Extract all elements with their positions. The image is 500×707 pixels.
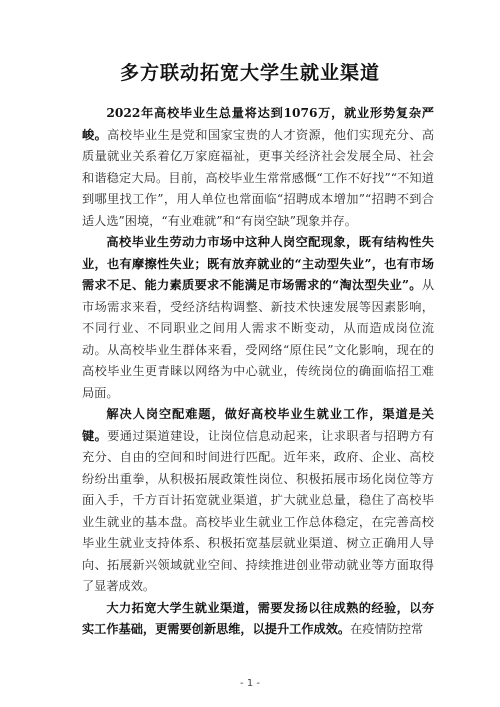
paragraph-1 [82,103,434,232]
paragraph-2 [82,232,434,404]
paragraph-3 [82,404,434,598]
paragraph-1-text: 高校毕业生是党和国家宝贵的人才资源，他们实现充分、高质量就业关系着亿万家庭福祉，更事关经济社会发展全局、社会和谐稳定大局。目前，高校毕业生常常感慨“工作不好找”“不知道到哪里找工作”，用人单位也常面临“招聘成本增加”“招聘不到合适人选”困境，“有业难就”和“有岗空缺”现象并存。 [82,127,435,228]
paragraph-4 [82,598,434,641]
document-body [82,103,434,641]
paragraph-4-lead: 大力拓宽大学生就业渠道，需要发扬以往成熟的经验，以夯实工作基础，更需要创新思维，以提升工作成效。 [82,600,434,636]
document-title: 多方联动拓宽大学生就业渠道 [119,62,380,84]
paragraph-4-text: 在疫情防控常 [350,622,424,636]
paragraph-3-text: 要通过渠道建设，让岗位信息动起来，让求职者与招聘方有充分、自由的空间和时间进行匹配。近年来，政府、企业、高校纷纷出重拳，从积极拓展政策性岗位、积极拓展市场化岗位等方面入手，千方百计拓宽就业渠道，扩大就业总量，稳住了高校毕业生就业的基本盘。高校毕业生就业工作总体稳定，在完善高校毕业生就业支持体系、积极拓宽基层就业渠道、树立正确用人导向、拓展新兴领域就业空间、持续推进创业带动就业等方面取得了显著成效。 [82,428,435,593]
paragraph-2-lead: 高校毕业生劳动力市场中这种人岗空配现象，既有结构性失业，也有摩擦性失业；既有放弃就业的“主动型失业”，也有市场需求不足、能力素质要求不能满足市场需求的“淘汰型失业”。 [82,235,434,292]
paragraph-3-lead: 解决人岗空配难题，做好高校毕业生就业工作，渠道是关键。 [82,407,434,443]
paragraph-1-lead: 2022年高校毕业生总量将达到1076万，就业形势复杂严峻。 [82,106,434,142]
page-number: - 1 - [240,678,260,689]
paragraph-2-text: 从市场需求来看，受经济结构调整、新技术快速发展等因素影响，不同行业、不同职业之间用人需求不断变动，从而造成岗位流动。从高校毕业生群体来看，受网络“原住民”文化影响，现在的高校毕业生更青睐以网络为中心就业，传统岗位的确面临招工难局面。 [82,278,434,400]
